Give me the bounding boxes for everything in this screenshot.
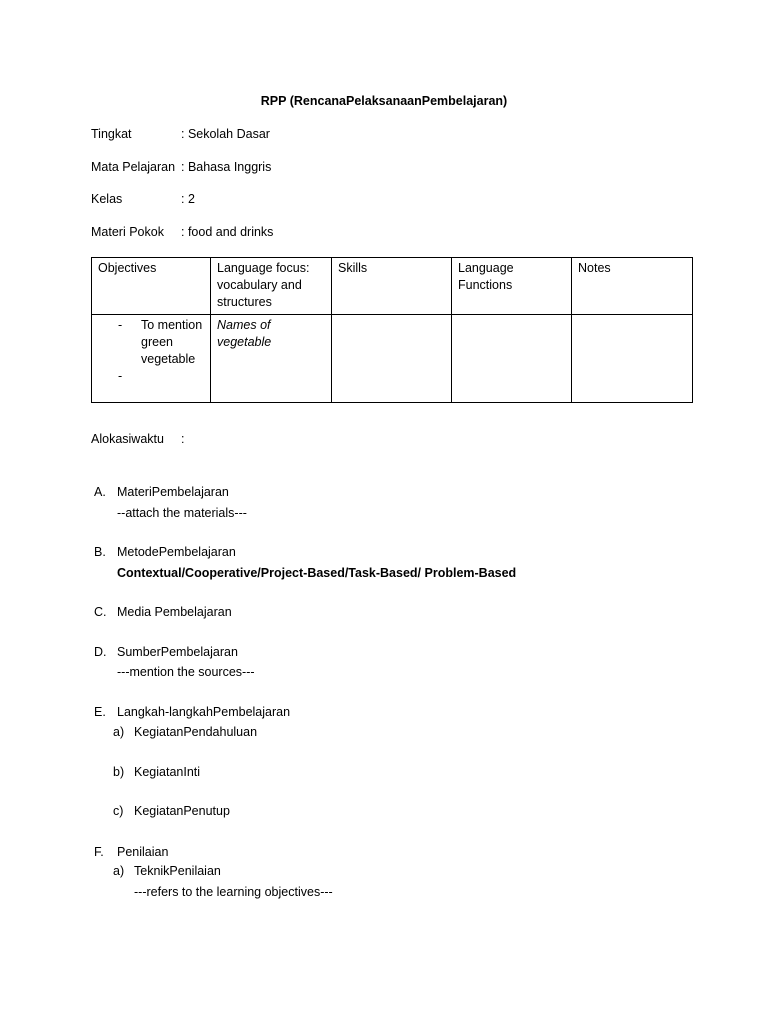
meta-value: : Bahasa Inggris — [181, 160, 272, 174]
cell-functions — [452, 315, 572, 403]
cell-skills — [332, 315, 452, 403]
section-e — [94, 705, 290, 719]
section-e-item — [113, 725, 257, 739]
meta-label: Mata Pelajaran — [91, 160, 176, 174]
section-letter: F. — [94, 845, 104, 859]
item-letter: a) — [113, 864, 125, 878]
objective-item — [98, 317, 204, 368]
header-objectives: Objectives — [92, 258, 211, 315]
meta-value: : 2 — [181, 192, 195, 206]
cell-language-focus: Names of vegetable — [211, 315, 332, 403]
section-d-note: ---mention the sources--- — [117, 665, 255, 679]
item-label: KegiatanPendahuluan — [134, 725, 258, 739]
bullet-dash: - — [118, 369, 123, 383]
header-notes: Notes — [572, 258, 693, 315]
section-letter: C. — [94, 605, 107, 619]
section-letter: E. — [94, 705, 106, 719]
meta-row-kelas — [91, 192, 195, 206]
item-label: KegiatanInti — [134, 765, 201, 779]
item-label: KegiatanPenutup — [134, 804, 230, 818]
section-title: Media Pembelajaran — [117, 605, 232, 619]
meta-row-mata-pelajaran — [91, 160, 271, 174]
item-label: TeknikPenilaian — [134, 864, 221, 878]
section-c — [94, 605, 232, 619]
section-b — [94, 545, 236, 559]
section-title: MateriPembelajaran — [117, 485, 229, 499]
header-skills: Skills — [332, 258, 452, 315]
cell-notes — [572, 315, 693, 403]
item-letter: c) — [113, 804, 124, 818]
table-header-row — [92, 258, 693, 315]
section-f — [94, 845, 168, 859]
table-row — [92, 315, 693, 403]
lesson-plan-table — [91, 257, 693, 403]
section-letter: B. — [94, 545, 106, 559]
section-letter: D. — [94, 645, 107, 659]
section-title: MetodePembelajaran — [117, 545, 236, 559]
objective-item — [98, 368, 204, 385]
section-a — [94, 485, 229, 499]
alokasi-waktu — [91, 432, 184, 446]
section-f-note: ---refers to the learning objectives--- — [134, 885, 333, 899]
header-language-focus: Language focus: vocabulary and structures — [211, 258, 332, 315]
objective-text: To mention green vegetable — [141, 318, 203, 366]
meta-label: Tingkat — [91, 127, 132, 141]
alokasi-label: Alokasiwaktu — [91, 432, 164, 446]
header-language-functions: Language Functions — [452, 258, 572, 315]
alokasi-colon: : — [181, 432, 185, 446]
section-letter: A. — [94, 485, 106, 499]
section-title: Langkah-langkahPembelajaran — [117, 705, 291, 719]
section-e-item — [113, 765, 200, 779]
meta-value: : food and drinks — [181, 225, 274, 239]
section-e-item — [113, 804, 230, 818]
meta-value: : Sekolah Dasar — [181, 127, 270, 141]
meta-label: Kelas — [91, 192, 123, 206]
section-b-note: Contextual/Cooperative/Project-Based/Task-Based/ Problem-Based — [117, 566, 517, 580]
meta-row-tingkat — [91, 127, 270, 141]
bullet-dash: - — [118, 318, 123, 332]
item-letter: b) — [113, 765, 125, 779]
section-d — [94, 645, 238, 659]
cell-objectives — [92, 315, 211, 403]
item-letter: a) — [113, 725, 125, 739]
meta-row-materi-pokok — [91, 225, 273, 239]
section-f-item — [113, 864, 221, 878]
section-title: Penilaian — [117, 845, 169, 859]
document-title: RPP (RencanaPelaksanaanPembelajaran) — [260, 94, 508, 108]
meta-label: Materi Pokok — [91, 225, 164, 239]
section-title: SumberPembelajaran — [117, 645, 238, 659]
section-a-note: --attach the materials--- — [117, 506, 247, 520]
